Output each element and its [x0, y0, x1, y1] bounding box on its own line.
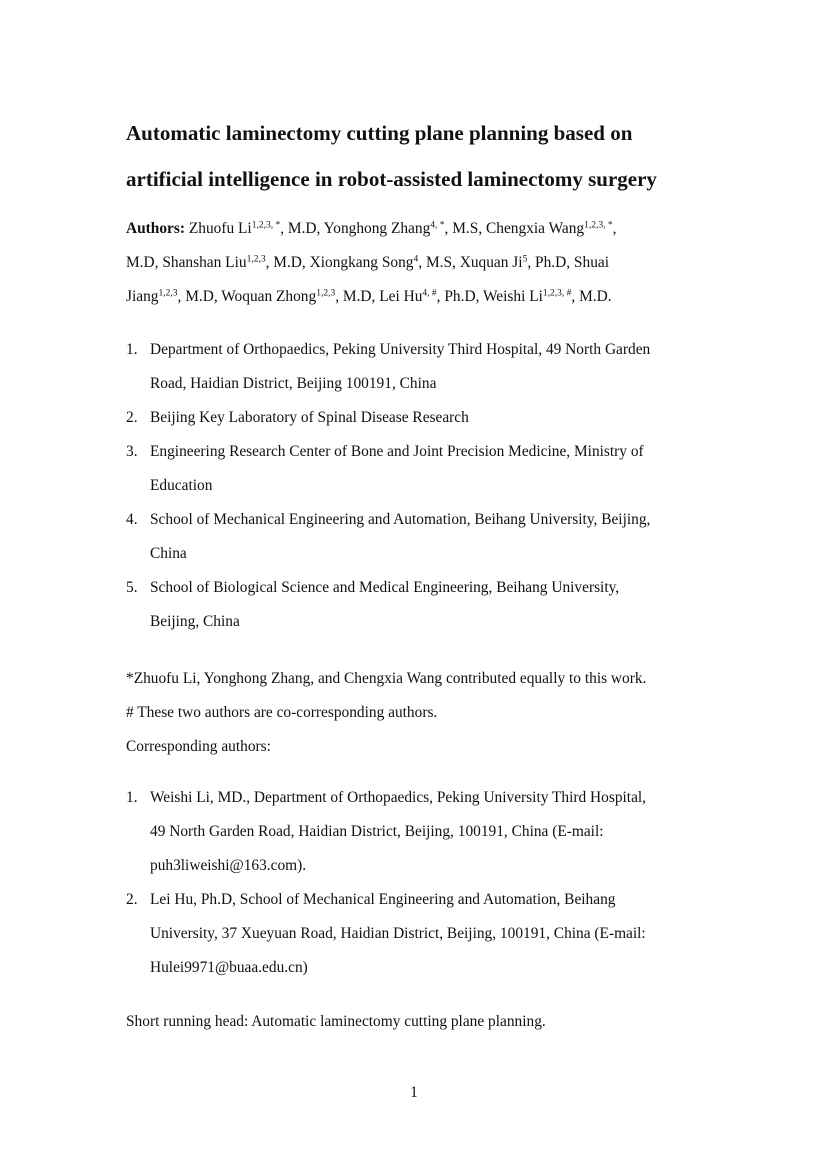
- author-affil-sup: 4, *: [430, 220, 445, 231]
- list-number: 5.: [126, 579, 138, 596]
- author-name: Zhuofu Li: [188, 220, 252, 237]
- corresponding-text: University, 37 Xueyuan Road, Haidian District, Beijing, 100191, China (E-mail:: [150, 925, 646, 942]
- author-name: Xuquan Ji: [459, 254, 523, 271]
- author-suffix: , M.D,: [177, 288, 222, 305]
- corresponding-item: [126, 781, 706, 883]
- title-line: artificial intelligence in robot-assisted laminectomy surgery: [126, 167, 657, 191]
- author-name: Lei Hu: [379, 288, 423, 305]
- affiliation-text: School of Mechanical Engineering and Automation, Beihang University, Beijing,: [150, 511, 651, 528]
- author-name: Jiang: [126, 288, 159, 305]
- authors-label: Authors:: [126, 220, 185, 237]
- author-line: [126, 212, 706, 246]
- list-number: 1.: [126, 789, 138, 806]
- author-affil-sup: 1,2,3, *: [584, 220, 613, 231]
- affiliation-text: School of Biological Science and Medical Engineering, Beihang University,: [150, 579, 620, 596]
- author-suffix: , M.D.: [571, 288, 612, 305]
- author-affil-sup: 1,2,3, #: [542, 288, 572, 299]
- author-name: Woquan Zhong: [221, 288, 317, 305]
- author-name: Chengxia Wang: [486, 220, 585, 237]
- author-notes: [126, 662, 706, 764]
- author-suffix: , M.D,: [265, 254, 310, 271]
- list-number: 2.: [126, 409, 138, 426]
- affiliation-text: Education: [150, 477, 213, 494]
- author-affil-sup: 1,2,3: [316, 288, 336, 299]
- author-name: Weishi Li: [483, 288, 543, 305]
- author-affil-sup: 1,2,3, *: [251, 220, 281, 231]
- author-affil-sup: 1,2,3: [246, 254, 266, 265]
- author-suffix: , Ph.D, Shuai: [527, 254, 609, 271]
- affiliation-text: Engineering Research Center of Bone and Joint Precision Medicine, Ministry of: [150, 443, 644, 460]
- author-block: [126, 212, 706, 314]
- list-number: 3.: [126, 443, 138, 460]
- corresponding-item: [126, 883, 706, 985]
- affiliation-text: Beijing Key Laboratory of Spinal Disease Research: [150, 409, 469, 426]
- affiliation-list: [126, 333, 706, 639]
- corresponding-text: 49 North Garden Road, Haidian District, Beijing, 100191, China (E-mail:: [150, 823, 604, 840]
- author-suffix: , M.S,: [418, 254, 460, 271]
- co-corresponding-note: # These two authors are co-corresponding authors.: [126, 704, 438, 721]
- list-number: 4.: [126, 511, 138, 528]
- equal-contribution-note: *Zhuofu Li, Yonghong Zhang, and Chengxia Wang contributed equally to this work.: [126, 670, 647, 687]
- affiliation-text: China: [150, 545, 187, 562]
- author-line: [126, 280, 706, 314]
- corresponding-text: Lei Hu, Ph.D, School of Mechanical Engineering and Automation, Beihang: [150, 891, 616, 908]
- author-affil-sup: 5: [522, 254, 528, 265]
- author-affil-sup: 4, #: [422, 288, 437, 299]
- running-head: Short running head: Automatic laminectomy cutting plane planning.: [126, 1013, 546, 1030]
- affiliation-item: [126, 333, 706, 401]
- author-suffix: , Ph.D,: [436, 288, 484, 305]
- author-affil-sup: 1,2,3: [158, 288, 178, 299]
- list-number: 1.: [126, 341, 138, 358]
- affiliation-text: Department of Orthopaedics, Peking University Third Hospital, 49 North Garden: [150, 341, 651, 358]
- affiliation-text: Road, Haidian District, Beijing 100191, China: [150, 375, 437, 392]
- author-suffix: , M.S,: [444, 220, 487, 237]
- page-number: 1: [410, 1084, 418, 1101]
- author-name: Xiongkang Song: [309, 254, 414, 271]
- affiliation-item: [126, 571, 706, 639]
- corresponding-label: Corresponding authors:: [126, 738, 271, 755]
- corresponding-list: [126, 781, 706, 985]
- affiliation-item: [126, 503, 706, 571]
- affiliation-text: Beijing, China: [150, 613, 240, 630]
- author-name: Yonghong Zhang: [323, 220, 431, 237]
- corresponding-email: Hulei9971@buaa.edu.cn): [150, 959, 308, 976]
- author-line: [126, 246, 706, 280]
- corresponding-text: Weishi Li, MD., Department of Orthopaedics, Peking University Third Hospital,: [150, 789, 647, 806]
- author-affil-sup: 4: [413, 254, 419, 265]
- affiliation-item: [126, 401, 706, 435]
- author-name: M.D, Shanshan Liu: [126, 254, 247, 271]
- author-suffix: , M.D,: [335, 288, 380, 305]
- list-number: 2.: [126, 891, 138, 908]
- author-suffix: ,: [612, 220, 617, 237]
- title-line: Automatic laminectomy cutting plane planning based on: [126, 121, 633, 145]
- author-suffix: , M.D,: [280, 220, 324, 237]
- corresponding-email: puh3liweishi@163.com).: [150, 857, 307, 874]
- paper-title: [126, 110, 706, 202]
- affiliation-item: [126, 435, 706, 503]
